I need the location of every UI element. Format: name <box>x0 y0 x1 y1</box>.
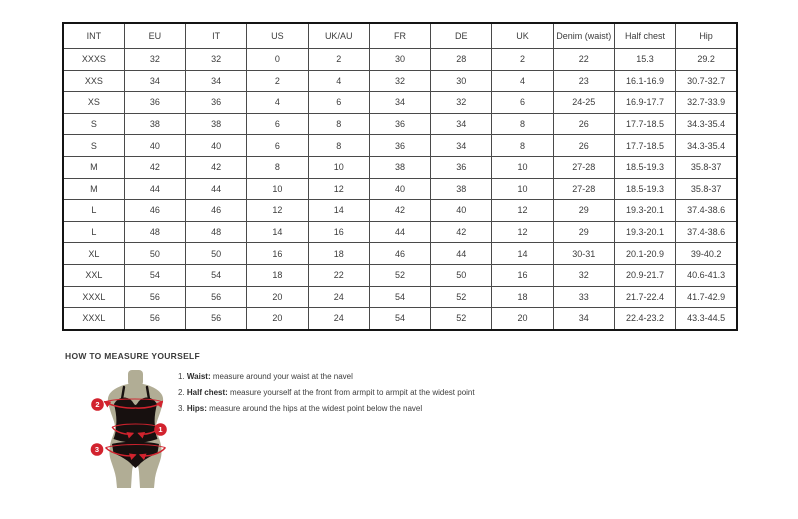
size-cell: 52 <box>431 286 492 308</box>
size-row-xs <box>63 92 737 114</box>
size-cell: 42 <box>124 156 185 178</box>
size-cell: 29.2 <box>676 49 737 71</box>
size-cell: 29 <box>553 200 614 222</box>
size-cell: 36 <box>369 113 430 135</box>
size-cell: 12 <box>492 200 553 222</box>
header-row <box>63 23 737 49</box>
measure-steps-list <box>178 369 475 417</box>
size-chart-header <box>63 23 737 49</box>
measure-marker-chest <box>91 398 104 411</box>
size-cell: 10 <box>308 156 369 178</box>
size-cell: XXL <box>63 264 124 286</box>
size-cell: 40 <box>186 135 247 157</box>
size-row-s <box>63 135 737 157</box>
size-cell: 32 <box>124 49 185 71</box>
size-cell: 32 <box>186 49 247 71</box>
size-cell: 44 <box>431 243 492 265</box>
size-cell: 24 <box>308 286 369 308</box>
size-cell: 42 <box>186 156 247 178</box>
svg-text:1: 1 <box>158 425 163 435</box>
size-cell: 34.3-35.4 <box>676 135 737 157</box>
size-cell: 44 <box>369 221 430 243</box>
size-cell: 50 <box>124 243 185 265</box>
step-number: 3. <box>178 404 187 413</box>
size-cell: 46 <box>369 243 430 265</box>
size-cell: 37.4-38.6 <box>676 200 737 222</box>
size-cell: 20.1-20.9 <box>614 243 675 265</box>
size-cell: XXS <box>63 70 124 92</box>
size-cell: 56 <box>186 286 247 308</box>
size-cell: 29 <box>553 221 614 243</box>
size-cell: 34 <box>369 92 430 114</box>
measure-step <box>178 369 475 385</box>
size-cell: XXXS <box>63 49 124 71</box>
size-cell: 10 <box>492 156 553 178</box>
size-cell: 50 <box>431 264 492 286</box>
size-cell: 16 <box>492 264 553 286</box>
size-cell: M <box>63 156 124 178</box>
size-row-xxl <box>63 264 737 286</box>
size-cell: 18.5-19.3 <box>614 178 675 200</box>
size-cell: 8 <box>492 113 553 135</box>
size-cell: 39-40.2 <box>676 243 737 265</box>
svg-text:2: 2 <box>95 400 100 410</box>
size-cell: 14 <box>247 221 308 243</box>
column-header-uk: UK <box>492 23 553 49</box>
size-cell: 40 <box>431 200 492 222</box>
size-cell: 40 <box>124 135 185 157</box>
size-cell: 18 <box>308 243 369 265</box>
size-cell: 6 <box>492 92 553 114</box>
size-cell: M <box>63 178 124 200</box>
size-cell: 22.4-23.2 <box>614 308 675 330</box>
size-cell: 0 <box>247 49 308 71</box>
size-cell: 14 <box>492 243 553 265</box>
size-cell: 16 <box>247 243 308 265</box>
column-header-hip: Hip <box>676 23 737 49</box>
size-cell: 8 <box>492 135 553 157</box>
step-text: measure around the hips at the widest point below the navel <box>206 404 423 413</box>
size-cell: 24-25 <box>553 92 614 114</box>
size-cell: 54 <box>369 286 430 308</box>
size-cell: 37.4-38.6 <box>676 221 737 243</box>
step-term: Half chest: <box>186 388 228 397</box>
size-cell: 38 <box>431 178 492 200</box>
size-chart-body <box>63 49 737 330</box>
size-cell: 34.3-35.4 <box>676 113 737 135</box>
size-cell: 20 <box>247 308 308 330</box>
size-cell: 40.6-41.3 <box>676 264 737 286</box>
size-cell: L <box>63 200 124 222</box>
size-row-l <box>63 221 737 243</box>
size-cell: 12 <box>247 200 308 222</box>
size-cell: 34 <box>124 70 185 92</box>
size-cell: 38 <box>124 113 185 135</box>
size-cell: 12 <box>492 221 553 243</box>
size-cell: 32 <box>553 264 614 286</box>
size-cell: 48 <box>186 221 247 243</box>
size-cell: 20.9-21.7 <box>614 264 675 286</box>
size-cell: 56 <box>186 308 247 330</box>
size-cell: 18 <box>492 286 553 308</box>
size-cell: 8 <box>308 113 369 135</box>
size-cell: 14 <box>308 200 369 222</box>
size-row-m <box>63 178 737 200</box>
size-cell: 56 <box>124 308 185 330</box>
size-cell: 19.3-20.1 <box>614 221 675 243</box>
step-term: Hips: <box>186 404 207 413</box>
size-cell: 34 <box>431 135 492 157</box>
size-cell: 15.3 <box>614 49 675 71</box>
size-cell: S <box>63 113 124 135</box>
size-cell: 44 <box>124 178 185 200</box>
size-row-xxxs <box>63 49 737 71</box>
step-number: 1. <box>178 372 187 381</box>
size-cell: S <box>63 135 124 157</box>
size-cell: 21.7-22.4 <box>614 286 675 308</box>
step-term: Waist: <box>186 372 211 381</box>
size-chart-table <box>62 22 738 331</box>
size-cell: 8 <box>308 135 369 157</box>
size-row-s <box>63 113 737 135</box>
size-cell: 38 <box>369 156 430 178</box>
size-row-xxxl <box>63 286 737 308</box>
size-cell: 8 <box>247 156 308 178</box>
size-cell: 6 <box>308 92 369 114</box>
size-cell: 50 <box>186 243 247 265</box>
size-cell: 26 <box>553 113 614 135</box>
size-cell: 22 <box>308 264 369 286</box>
column-header-uk-au: UK/AU <box>308 23 369 49</box>
size-cell: 22 <box>553 49 614 71</box>
size-cell: 40 <box>369 178 430 200</box>
size-cell: 19.3-20.1 <box>614 200 675 222</box>
step-text: measure around your waist at the navel <box>210 372 353 381</box>
size-cell: 28 <box>431 49 492 71</box>
column-header-int: INT <box>63 23 124 49</box>
size-cell: 2 <box>308 49 369 71</box>
size-cell: 34 <box>186 70 247 92</box>
svg-text:3: 3 <box>94 445 100 455</box>
size-row-xxxl <box>63 308 737 330</box>
size-cell: 46 <box>124 200 185 222</box>
how-to-measure-title: HOW TO MEASURE YOURSELF <box>65 351 201 361</box>
size-cell: 56 <box>124 286 185 308</box>
column-header-it: IT <box>186 23 247 49</box>
size-cell: 18.5-19.3 <box>614 156 675 178</box>
size-cell: 32.7-33.9 <box>676 92 737 114</box>
size-cell: 32 <box>431 92 492 114</box>
column-header-eu: EU <box>124 23 185 49</box>
size-cell: 30.7-32.7 <box>676 70 737 92</box>
size-cell: 36 <box>186 92 247 114</box>
size-row-xxs <box>63 70 737 92</box>
size-cell: 34 <box>431 113 492 135</box>
size-cell: 33 <box>553 286 614 308</box>
size-cell: 17.7-18.5 <box>614 113 675 135</box>
size-cell: 48 <box>124 221 185 243</box>
size-cell: 36 <box>431 156 492 178</box>
size-cell: 52 <box>369 264 430 286</box>
size-cell: L <box>63 221 124 243</box>
size-cell: 23 <box>553 70 614 92</box>
size-cell: 27-28 <box>553 156 614 178</box>
size-cell: 34 <box>553 308 614 330</box>
size-cell: 30-31 <box>553 243 614 265</box>
size-cell: 44 <box>186 178 247 200</box>
size-cell: 42 <box>369 200 430 222</box>
size-cell: 10 <box>247 178 308 200</box>
column-header-us: US <box>247 23 308 49</box>
column-header-denim-waist-: Denim (waist) <box>553 23 614 49</box>
size-cell: 36 <box>124 92 185 114</box>
size-cell: 16 <box>308 221 369 243</box>
measure-marker-waist <box>154 423 167 436</box>
size-cell: 30 <box>431 70 492 92</box>
size-cell: 2 <box>492 49 553 71</box>
size-cell: 20 <box>492 308 553 330</box>
size-cell: 54 <box>124 264 185 286</box>
size-cell: 4 <box>247 92 308 114</box>
column-header-half-chest: Half chest <box>614 23 675 49</box>
measure-marker-hips <box>91 443 104 456</box>
column-header-fr: FR <box>369 23 430 49</box>
size-cell: 41.7-42.9 <box>676 286 737 308</box>
size-cell: 46 <box>186 200 247 222</box>
size-cell: 43.3-44.5 <box>676 308 737 330</box>
step-text: measure yourself at the front from armpit to armpit at the widest point <box>227 388 475 397</box>
size-cell: 54 <box>186 264 247 286</box>
size-cell: 36 <box>369 135 430 157</box>
size-row-m <box>63 156 737 178</box>
size-cell: 4 <box>492 70 553 92</box>
size-cell: 35.8-37 <box>676 156 737 178</box>
size-row-xl <box>63 243 737 265</box>
size-cell: 6 <box>247 135 308 157</box>
measure-step <box>178 385 475 401</box>
size-cell: 20 <box>247 286 308 308</box>
size-cell: 54 <box>369 308 430 330</box>
size-cell: XL <box>63 243 124 265</box>
size-row-l <box>63 200 737 222</box>
size-cell: XXXL <box>63 286 124 308</box>
size-cell: 52 <box>431 308 492 330</box>
size-cell: 17.7-18.5 <box>614 135 675 157</box>
size-cell: 42 <box>431 221 492 243</box>
size-cell: 32 <box>369 70 430 92</box>
size-cell: 30 <box>369 49 430 71</box>
size-cell: 6 <box>247 113 308 135</box>
size-cell: 24 <box>308 308 369 330</box>
size-cell: 12 <box>308 178 369 200</box>
size-cell: 16.9-17.7 <box>614 92 675 114</box>
step-number: 2. <box>178 388 187 397</box>
size-cell: 35.8-37 <box>676 178 737 200</box>
size-cell: 10 <box>492 178 553 200</box>
size-cell: 2 <box>247 70 308 92</box>
size-cell: 26 <box>553 135 614 157</box>
size-cell: 18 <box>247 264 308 286</box>
size-cell: 27-28 <box>553 178 614 200</box>
size-cell: 16.1-16.9 <box>614 70 675 92</box>
size-cell: XXXL <box>63 308 124 330</box>
size-cell: 38 <box>186 113 247 135</box>
size-cell: 4 <box>308 70 369 92</box>
size-cell: XS <box>63 92 124 114</box>
column-header-de: DE <box>431 23 492 49</box>
measure-step <box>178 401 475 417</box>
